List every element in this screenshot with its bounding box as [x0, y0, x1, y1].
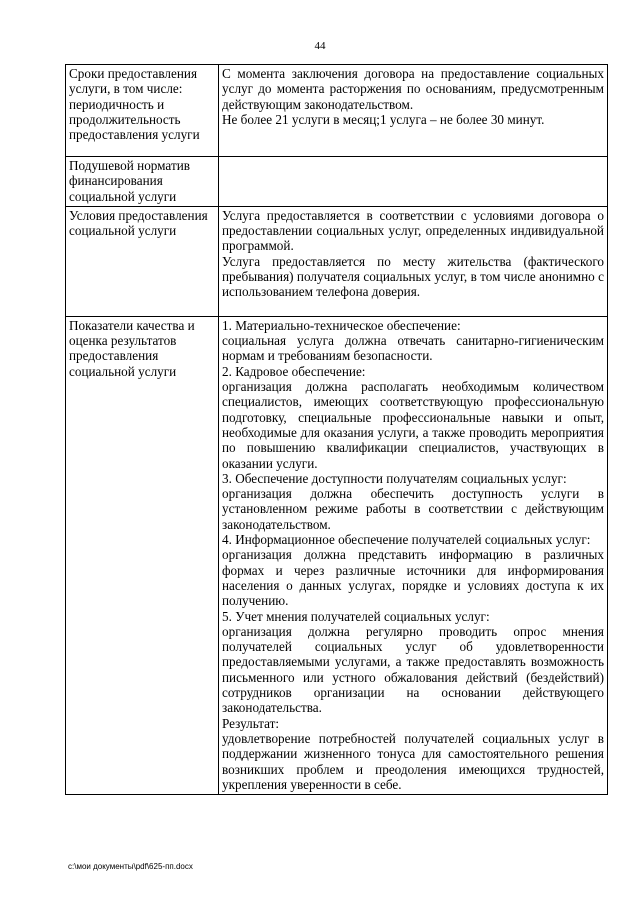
table-row: [66, 157, 608, 207]
row-content: [219, 65, 608, 157]
content-paragraph: 4. Информационное обеспечение получателей социальных услуг:: [222, 532, 591, 548]
content-paragraph: 1. Материально-техническое обеспечение:: [222, 317, 461, 333]
file-path-footer: c:\мои документы\pdf\625-пп.docx: [68, 862, 193, 871]
content-paragraph: удовлетворение потребностей получателей социальных услуг в поддержании жизненного тонуса для самостоятельного решения возникших проблем и преодоления имеющихся трудностей, укрепления уверенности в себе.: [222, 730, 604, 792]
row-label: Показатели качества и оценка результатов предоставления социальной услуги: [66, 316, 219, 794]
row-content: [219, 206, 608, 316]
page-number: 44: [314, 40, 326, 52]
table-row: [66, 206, 608, 316]
row-content: [219, 316, 608, 794]
row-content: [219, 157, 608, 207]
row-label: Сроки предоставления услуги, в том числе: периодичность и продолжительность предоставления услуги: [66, 65, 219, 157]
content-paragraph: 5. Учет мнения получателей социальных услуг:: [222, 608, 490, 624]
row-label: Условия предоставления социальной услуги: [66, 206, 219, 316]
content-paragraph: социальная услуга должна отвечать санитарно-гигиеническим нормам и требованиям безопасности.: [222, 333, 604, 364]
content-paragraph: Результат:: [222, 715, 280, 731]
content-paragraph: 3. Обеспечение доступности получателям социальных услуг:: [222, 470, 567, 486]
content-paragraph: организация должна регулярно проводить опрос мнения получателей социальных услуг об удовлетворенности предоставляемыми услугами, а также предоставлять возможность письменного или устного обжалования действий (бездействий) сотрудников организации на основании действующего законодательства.: [222, 623, 604, 716]
table-row: [66, 65, 608, 157]
content-paragraph: организация должна обеспечить доступность услуги в установленном режиме работы в соответствии с действующим законодательством.: [222, 486, 604, 532]
service-table: [65, 64, 608, 795]
content-paragraph: 2. Кадровое обеспечение:: [222, 363, 366, 379]
content-paragraph: Не более 21 услуги в месяц;1 услуга – не более 30 минут.: [222, 111, 545, 127]
content-paragraph: Услуга предоставляется в соответствии с условиями договора о предоставлении социальных услуг, определенных индивидуальной программой.: [222, 207, 604, 254]
content-paragraph: организация должна представить информацию в различных формах и через различные источники для информирования населения о данных услугах, порядке и условиях доступа к их получению.: [222, 547, 604, 609]
content-paragraph: организация должна располагать необходимым количеством специалистов, имеющих соответствующую профессиональную подготовку, специальные профессиональные навыки и опыт, необходимые для оказания услуги, а также проводить мероприятия по повышению квалификации специалистов, участвующих в оказании услуги.: [222, 379, 604, 471]
table-row: [66, 316, 608, 794]
content-paragraph: С момента заключения договора на предоставление социальных услуг до момента расторжения по основаниям, предусмотренным действующим законодательством.: [222, 66, 604, 112]
row-label: Подушевой норматив финансирования социальной услуги: [66, 157, 219, 207]
content-paragraph: Услуга предоставляется по месту жительства (фактического пребывания) получателя социальных услуг, в том числе анонимно с использованием телефона доверия.: [222, 253, 604, 300]
